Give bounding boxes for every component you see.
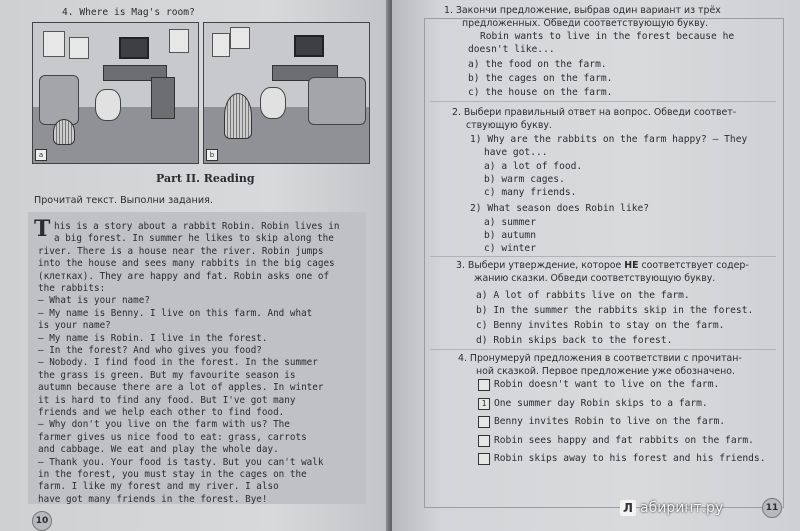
story-line: (клетках). They are happy and fat. Robin asks one of xyxy=(38,270,330,282)
q2-sub1-option-b[interactable]: b) warm cages. xyxy=(484,174,565,185)
q1-heading-line2: предложенных. Обведи соответствующую букву. xyxy=(462,18,709,29)
separator xyxy=(430,349,776,350)
watermark-logo: Л xyxy=(620,500,636,516)
story-line: the grass is green. But my favourite season is xyxy=(38,369,296,381)
watermark-text: абиринт.ру xyxy=(640,500,724,516)
story-line: the rabbits: xyxy=(38,283,106,294)
q2-heading-line1: 2. Выбери правильный ответ на вопрос. Обведи соответ- xyxy=(452,107,737,118)
story-line: – In the forest? And who gives you food? xyxy=(38,345,262,356)
q4-item-text: Robin skips away to his forest and his friends. xyxy=(494,453,766,464)
q1-stem-line2: doesn't like... xyxy=(468,44,555,55)
story-line: – Thank you. Your food is tasty. But you can't walk xyxy=(38,456,324,468)
story-line: his is a story about a rabbit Robin. Robin lives in xyxy=(54,221,340,232)
story-drop-cap: T xyxy=(34,216,51,242)
left-page xyxy=(0,0,388,531)
page-number-left: 10 xyxy=(32,511,52,531)
story-line: – What is your name? xyxy=(38,295,150,307)
room-picture-b xyxy=(203,22,370,164)
q4-number-box[interactable] xyxy=(478,453,490,465)
story-line: farm. I like my forest and my river. I also xyxy=(38,481,279,493)
q4-heading-line2: ной сказкой. Первое предложение уже обозначено. xyxy=(476,366,735,377)
story-line: in the forest, you must stay in the cages on the xyxy=(38,469,307,480)
picture-a-tag: a xyxy=(35,149,47,161)
page-number-right: 11 xyxy=(762,498,782,518)
exercise-title: 4. Where is Mag's room? xyxy=(62,7,195,18)
q2-sub2-option-b[interactable]: b) autumn xyxy=(484,230,536,241)
q2-sub2-option-a[interactable]: a) summer xyxy=(484,217,536,228)
q3-option-c[interactable]: c) Benny invites Robin to stay on the farm. xyxy=(476,320,725,331)
story-line: farmer gives us nice food to eat: grass, carrots xyxy=(38,431,307,443)
part-title: Part II. Reading xyxy=(156,172,255,185)
q3-option-d[interactable]: d) Robin skips back to the forest. xyxy=(476,335,673,346)
q1-option-b[interactable]: b) the cages on the farm. xyxy=(468,73,613,84)
room-picture-a xyxy=(32,22,199,164)
q4-item-text: One summer day Robin skips to a farm. xyxy=(494,397,708,409)
q4-number-box[interactable]: 1 xyxy=(478,398,490,410)
story-line: – My name is Benny. I live on this farm. And what xyxy=(38,307,313,319)
story-line: it is hard to find any food. But I've got many xyxy=(38,394,296,406)
story-line: – Why don't you live on the farm with us? The xyxy=(38,419,290,431)
reading-instruction: Прочитай текст. Выполни задания. xyxy=(34,195,213,206)
picture-b-tag: b xyxy=(206,149,218,161)
q3-option-b[interactable]: b) In the summer the rabbits skip in the forest. xyxy=(476,305,754,316)
story-line: is your name? xyxy=(38,320,111,332)
q4-number-box[interactable] xyxy=(478,416,490,428)
story-line: have got many friends in the forest. Bye! xyxy=(38,493,268,505)
story-line: into the house and sees many rabbits in the big cages xyxy=(38,258,335,270)
story-line: and cabbage. We eat and play the whole day. xyxy=(38,444,279,456)
story-line: – Nobody. I find food in the forest. In the summer xyxy=(38,357,318,369)
q1-stem-line1: Robin wants to live in the forest because he xyxy=(480,31,735,42)
q1-option-c[interactable]: c) the house on the farm. xyxy=(468,87,613,98)
q2-sub2-option-c[interactable]: c) winter xyxy=(484,243,536,254)
q3-heading-line2: жанию сказки. Обведи соответствующую букву. xyxy=(474,273,716,284)
story-line: river. There is a house near the river. Robin jumps xyxy=(38,245,324,257)
story-line: autumn because there are a lot of apples. In winter xyxy=(38,382,324,394)
q4-number-box[interactable] xyxy=(478,435,490,447)
q2-sub1-line2: have got... xyxy=(484,147,548,158)
q2-sub1-option-a[interactable]: a) a lot of food. xyxy=(484,161,583,172)
q3-heading-not: НЕ xyxy=(624,260,639,271)
q2-sub1-line1: 1) Why are the rabbits on the farm happy? — They xyxy=(470,134,748,145)
q2-heading-line2: ствующую букву. xyxy=(466,120,552,131)
q4-heading-line1: 4. Пронумеруй предложения в соответствии с прочитан- xyxy=(458,353,742,364)
q4-item-text: Robin doesn't want to live on the farm. xyxy=(494,379,720,390)
story-line: a big forest. In summer he likes to skip along the xyxy=(54,233,334,245)
q4-item-text: Robin sees happy and fat rabbits on the farm. xyxy=(494,434,754,446)
q1-option-a[interactable]: a) the food on the farm. xyxy=(468,59,607,70)
q3-option-a[interactable]: a) A lot of rabbits live on the farm. xyxy=(476,290,690,301)
q3-heading-line1: 3. Выбери утверждение, которое НЕ соответствует содер- xyxy=(456,260,749,271)
story-line: – My name is Robin. I live in the forest. xyxy=(38,332,268,344)
separator xyxy=(430,101,776,102)
q1-heading-line1: 1. Закончи предложение, выбрав один вариант из трёх xyxy=(444,5,721,16)
q2-sub2: 2) What season does Robin like? xyxy=(470,203,650,214)
q4-item-text: Benny invites Robin to live on the farm. xyxy=(494,416,726,427)
story-line: friends and we help each other to find food. xyxy=(38,407,285,418)
q2-sub1-option-c[interactable]: c) many friends. xyxy=(484,187,577,198)
separator xyxy=(430,256,776,257)
q4-number-box[interactable] xyxy=(478,379,490,391)
